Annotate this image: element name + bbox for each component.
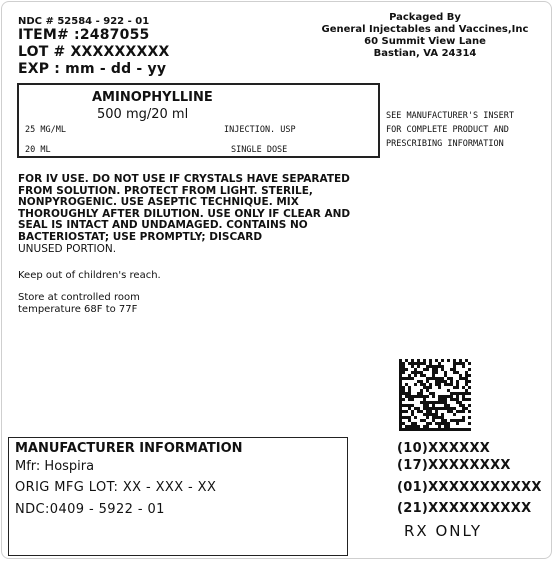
code-17: (17)XXXXXXXX [397,458,511,473]
datamatrix-barcode-icon [399,359,471,431]
drug-route: INJECTION. USP [224,125,296,135]
packaged-by-company: General Injectables and Vaccines,Inc [321,24,529,35]
packaged-by-title: Packaged By [389,12,461,23]
rx-only: RX ONLY [404,522,483,540]
storage-line: temperature 68F to 77F [18,304,138,315]
warning-line: BACTERIOSTAT; USE PROMPTLY; DISCARD [18,230,263,243]
insert-note-line: FOR COMPLETE PRODUCT AND [386,125,509,135]
packaged-by-address2: Bastian, VA 24314 [373,48,477,59]
warning-line: FOR IV USE. DO NOT USE IF CRYSTALS HAVE SEPARATED [18,173,350,185]
warning-line: UNUSED PORTION. [18,242,117,255]
insert-note-line: SEE MANUFACTURER'S INSERT [386,111,514,121]
packaged-by-address1: 60 Summit View Lane [364,36,486,47]
drug-dose: SINGLE DOSE [231,145,288,155]
orig-mfg-lot: ORIG MFG LOT: XX - XXX - XX [15,480,217,495]
header-lot: LOT # XXXXXXXXX [18,44,170,60]
manufacturer-ndc: NDC:0409 - 5922 - 01 [15,502,165,517]
manufacturer-title: MANUFACTURER INFORMATION [15,441,243,456]
warnings-block [18,174,350,255]
warning-line: FROM SOLUTION. PROTECT FROM LIGHT. STERILE, [18,184,313,197]
drug-volume: 20 ML [25,145,51,155]
warning-line: SEAL IS INTACT AND UNDAMAGED. CONTAINS NO [18,219,308,232]
code-01: (01)XXXXXXXXXXX [397,480,542,495]
storage-block [18,292,140,316]
warning-line: NONPYROGENIC. USE ASEPTIC TECHNIQUE. MIX [18,196,299,209]
manufacturer-name: Mfr: Hospira [15,459,95,474]
warning-line: THOROUGHLY AFTER DILUTION. USE ONLY IF CLEAR AND [18,207,351,220]
insert-note [386,109,514,151]
drug-concentration: 25 MG/ML [25,125,66,135]
packaged-by-block [310,12,540,60]
insert-note-line: PRESCRIBING INFORMATION [386,139,504,149]
drug-name: AMINOPHYLLINE [92,90,213,105]
code-21: (21)XXXXXXXXXX [397,501,532,516]
code-10: (10)XXXXXX [397,441,491,456]
header-ndc: NDC # 52584 - 922 - 01 [18,16,150,27]
manufacturer-box [8,437,348,556]
drug-info-box [17,83,380,158]
drug-strength: 500 mg/20 ml [97,107,189,122]
storage-line: Store at controlled room [18,292,140,303]
header-exp: EXP : mm - dd - yy [18,61,167,77]
children-warning: Keep out of children's reach. [18,270,161,281]
header-item: ITEM# :2487055 [18,27,150,43]
